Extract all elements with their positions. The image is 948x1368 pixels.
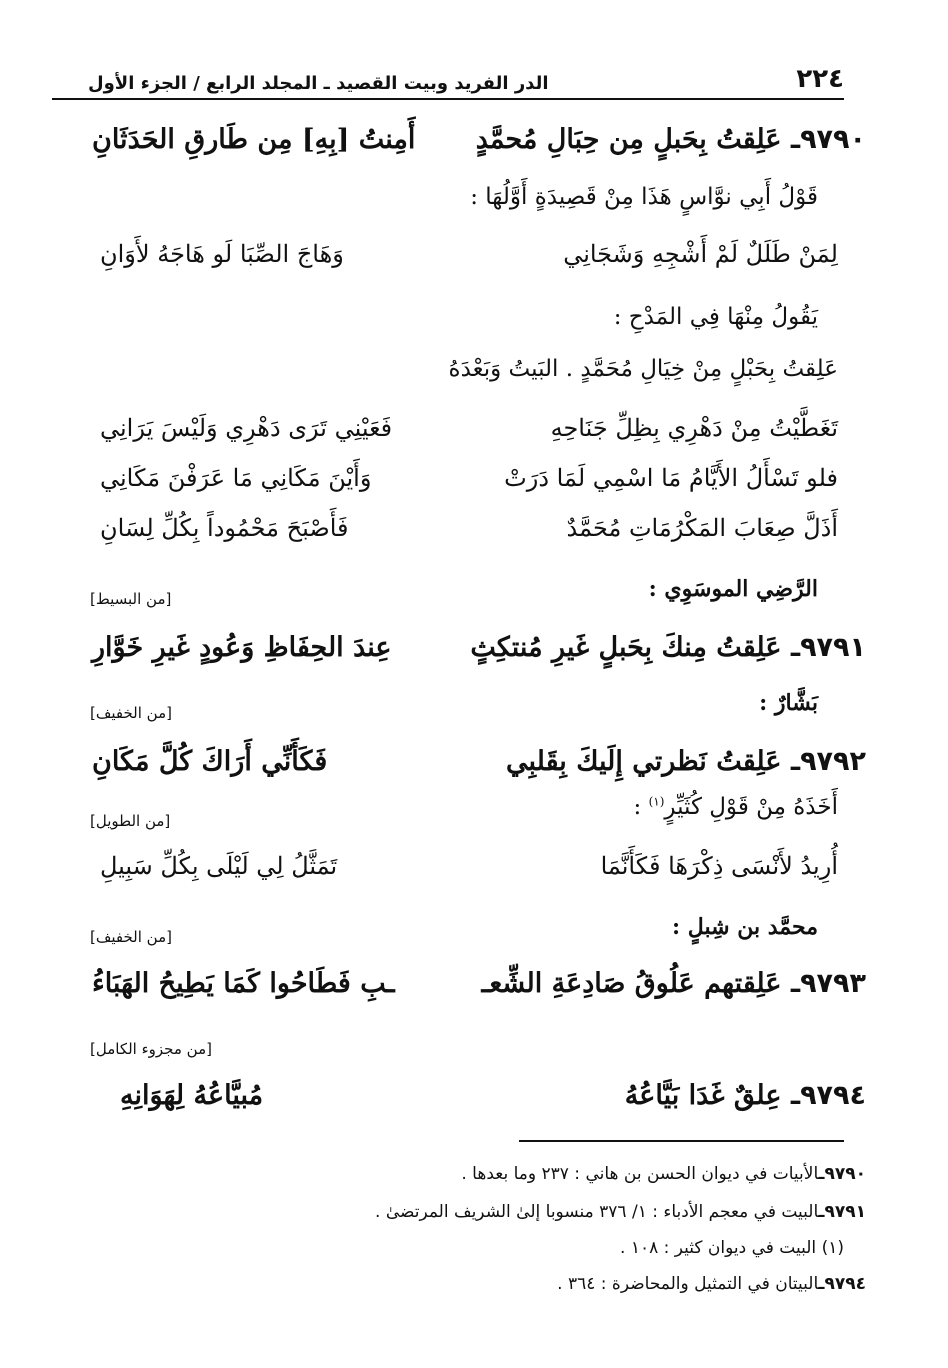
second-hemistich: فَعَيْنِي تَرَى دَهْرِي وَلَيْسَ يَرَانِي xyxy=(100,414,393,442)
second-hemistich: أَمِنتُ [بِهِ] مِن طَارقِ الحَدَثَانِ xyxy=(92,124,416,155)
verse-number: ٩٧٩٤ـ xyxy=(790,1080,866,1111)
verse-line xyxy=(100,464,838,492)
verse-line xyxy=(100,414,838,442)
footnote-rule xyxy=(519,1140,844,1142)
verse-9791 xyxy=(92,632,866,663)
verse-number: ٩٧٩٣ـ xyxy=(790,968,866,999)
footnote-text: البيت في معجم الأدباء : ١/ ٣٧٦ منسوبا إلىٰ الشريف المرتضىٰ . xyxy=(375,1202,819,1222)
first-hemistich: ٩٧٩٠ـ عَلِقتُ بِحَبلٍ مِن حِبَالِ مُحمَّدٍ xyxy=(475,124,866,155)
footnote xyxy=(60,1238,844,1258)
footnote-number: ٩٧٩٤ـ xyxy=(818,1274,866,1294)
meter-label: [من البسيط] xyxy=(90,590,172,608)
meter-label: [من مجزوء الكامل] xyxy=(90,1040,212,1058)
second-hemistich: فَكَأَنِّي أَرَاكَ كُلَّ مَكَانِ xyxy=(92,746,328,777)
verse-line xyxy=(100,514,838,542)
prose-abu-nuwas: قَوْلُ أَبِي نوَّاسٍ هَذَا مِنْ قَصِيدَةٍ أَوَّلُهَا : xyxy=(470,184,818,210)
footnote-number: ٩٧٩٠ـ xyxy=(818,1164,866,1184)
first-hemistich: لِمَنْ طَلَلٌ لَمْ أَشْجِهِ وَشَجَانِي xyxy=(563,240,838,268)
meter-label: [من الخفيف] xyxy=(90,928,172,946)
footnote xyxy=(60,1164,866,1184)
poet-bashshar: بَشَّارٌ : xyxy=(759,690,818,716)
header-rule xyxy=(52,98,844,100)
poet-radi: الرَّضِي الموسَوِي : xyxy=(648,576,818,602)
footnote-text: البيت في ديوان كثير : ١٠٨ . xyxy=(620,1238,817,1258)
footnote-number: (١) xyxy=(821,1238,844,1258)
verse-number: ٩٧٩١ـ xyxy=(790,632,866,663)
second-hemistich: وَهَاجَ الصِّبَا لَو هَاجَهُ لأَوَانِ xyxy=(100,240,344,268)
meter-label: [من الطويل] xyxy=(90,812,171,830)
verse-line xyxy=(100,852,838,880)
first-hemistich: أَذَلَّ صِعَابَ المَكْرُمَاتِ مُحَمَّدٌ xyxy=(566,514,838,542)
first-hemistich: ٩٧٩٤ـ عِلقٌ غَدَا بَيَّاعُهُ xyxy=(624,1080,866,1111)
second-hemistich: ـبِ فَطَاحُوا كَمَا يَطِيحُ الهَبَاءُ xyxy=(92,968,395,999)
second-hemistich: تَمَثَّلُ لِي لَيْلَى بِكُلِّ سَبِيلِ xyxy=(100,852,338,880)
running-title: الدر الفريد وبيت القصيد ـ المجلد الرابع / الجزء الأول xyxy=(88,73,549,94)
first-hemistich: ٩٧٩١ـ عَلِقتُ مِنكَ بِحَبلٍ غَيرِ مُنتكِثٍ xyxy=(470,632,866,663)
second-hemistich: فَأَصْبَحَ مَحْمُوداً بِكُلِّ لِسَانِ xyxy=(100,514,349,542)
footnote-text: البيتان في التمثيل والمحاضرة : ٣٦٤ . xyxy=(557,1274,819,1294)
first-hemistich: فلو تَسْأَلُ الأَيَّامُ مَا اسْمِي لَمَا دَرَتْ xyxy=(504,464,838,492)
second-hemistich: وَأَيْنَ مَكَانِي مَا عَرَفْنَ مَكَانِي xyxy=(100,464,372,492)
first-hemistich: ٩٧٩٣ـ عَلِقتهم عَلُوقُ صَادِعَةِ الشِّعـ xyxy=(481,968,866,999)
footnote xyxy=(60,1202,866,1222)
first-hemistich: أُرِيدُ لأَنْسَى ذِكْرَهَا فَكَأَنَّمَا xyxy=(600,852,838,880)
verse-number: ٩٧٩٠ـ xyxy=(790,124,866,155)
verse-9790 xyxy=(92,124,866,155)
first-hemistich: تَغَطَّيْتُ مِنْ دَهْرِي بِظِلِّ جَنَاحِهِ xyxy=(550,414,838,442)
verse-9793 xyxy=(92,968,866,999)
footnote-number: ٩٧٩١ـ xyxy=(818,1202,866,1222)
footnote xyxy=(60,1274,866,1294)
page-header xyxy=(88,50,844,94)
verse-9794 xyxy=(120,1080,866,1111)
prose-repeat: عَلِقتُ بِحَبْلٍ مِنْ خِيَالِ مُحَمَّدٍ . البَيتُ وَبَعْدَهُ xyxy=(448,356,838,382)
footnote-text: الأبيات في ديوان الحسن بن هاني : ٢٣٧ وما بعدها . xyxy=(461,1164,819,1184)
prose-madh: يَقُولُ مِنْهَا فِي المَدْحِ : xyxy=(613,304,818,330)
second-hemistich: عِندَ الحِفَاظِ وَعُودٍ غَيرِ خَوَّارِ xyxy=(92,632,392,663)
first-hemistich: ٩٧٩٢ـ عَلِقتُ نَظرتي إِلَيكَ بِقَلبِي xyxy=(506,746,866,777)
prose-kuthayyir: أَخَذَهُ مِنْ قَوْلِ كُثَيِّرٍ$^{(١)}$ : xyxy=(633,794,838,820)
page-number: ٢٢٤ xyxy=(796,64,844,94)
verse-line xyxy=(100,240,838,268)
poet-ibn-shibl: محمَّد بن شِبلٍ : xyxy=(672,914,818,940)
second-hemistich: مُبيَّاعُهُ لِهَوَانِهِ xyxy=(120,1080,264,1111)
verse-9792 xyxy=(92,746,866,777)
footnote-ref: (١) xyxy=(648,794,665,809)
meter-label: [من الخفيف] xyxy=(90,704,172,722)
verse-number: ٩٧٩٢ـ xyxy=(790,746,866,777)
